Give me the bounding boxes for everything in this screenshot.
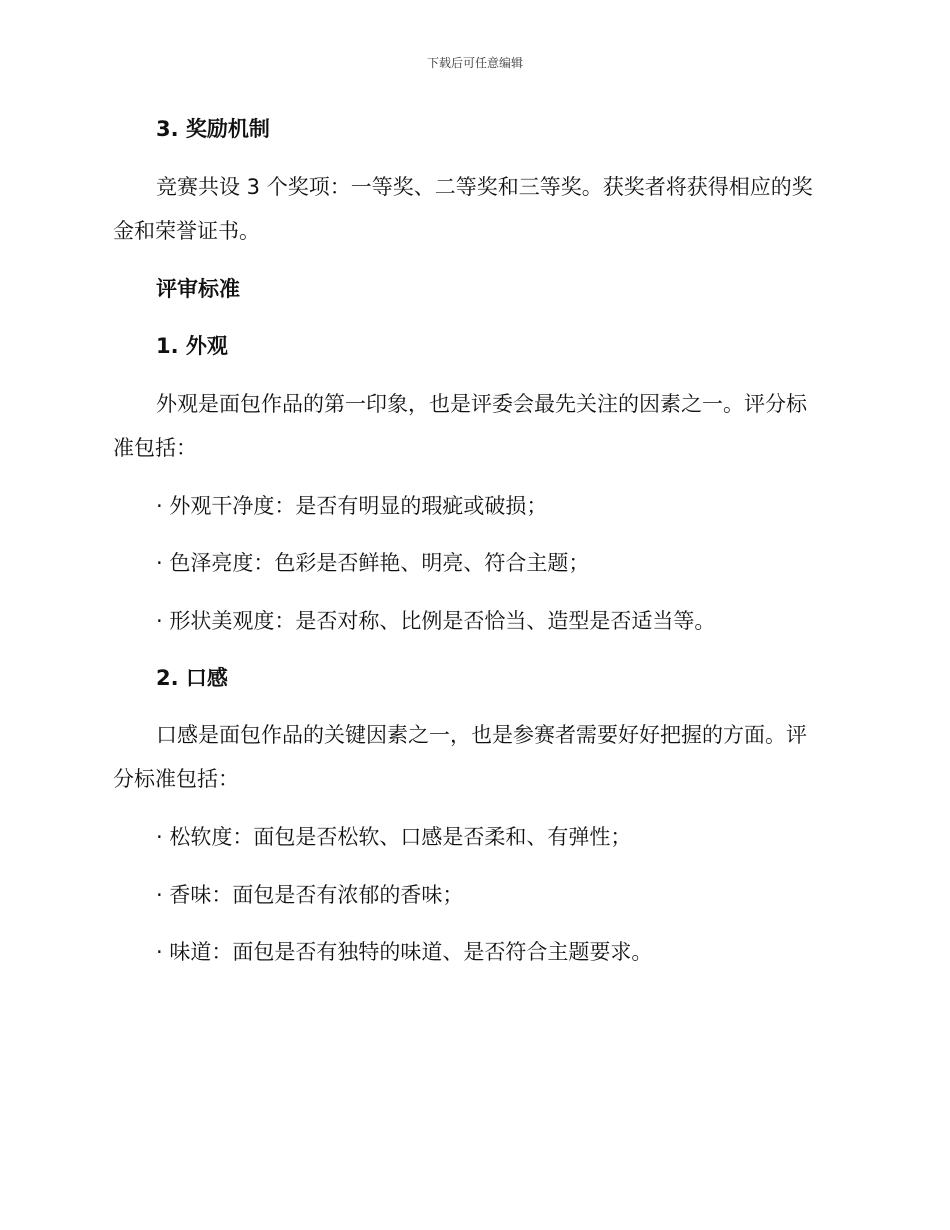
page-header-note: 下载后可任意编辑 bbox=[426, 56, 523, 70]
rewards-paragraph-line-1: 竞赛共设 3 个奖项：一等奖、二等奖和三等奖。获奖者将获得相应的奖 bbox=[156, 175, 813, 199]
taste-paragraph-line-2: 分标准包括： bbox=[113, 767, 239, 791]
rewards-paragraph-line-2: 金和荣誉证书。 bbox=[113, 219, 260, 243]
list-item: · 色泽亮度：色彩是否鲜艳、明亮、符合主题； bbox=[156, 551, 590, 575]
taste-paragraph-line-1: 口感是面包作品的关键因素之一，也是参赛者需要好好把握的方面。评 bbox=[156, 723, 807, 747]
list-item: · 外观干净度：是否有明显的瑕疵或破损； bbox=[156, 494, 548, 518]
criteria-heading-taste: 2. 口感 bbox=[156, 666, 228, 690]
list-item: · 形状美观度：是否对称、比例是否恰当、造型是否适当等。 bbox=[156, 609, 716, 633]
criteria-heading-appearance: 1. 外观 bbox=[156, 334, 228, 358]
section-heading-rewards: 3. 奖励机制 bbox=[156, 117, 270, 141]
appearance-paragraph-line-1: 外观是面包作品的第一印象，也是评委会最先关注的因素之一。评分标 bbox=[156, 392, 807, 416]
list-item: · 味道：面包是否有独特的味道、是否符合主题要求。 bbox=[156, 940, 653, 964]
list-item: · 松软度：面包是否松软、口感是否柔和、有弹性； bbox=[156, 825, 632, 849]
section-heading-criteria: 评审标准 bbox=[156, 277, 240, 301]
list-item: · 香味：面包是否有浓郁的香味； bbox=[156, 883, 464, 907]
appearance-paragraph-line-2: 准包括： bbox=[113, 436, 197, 460]
